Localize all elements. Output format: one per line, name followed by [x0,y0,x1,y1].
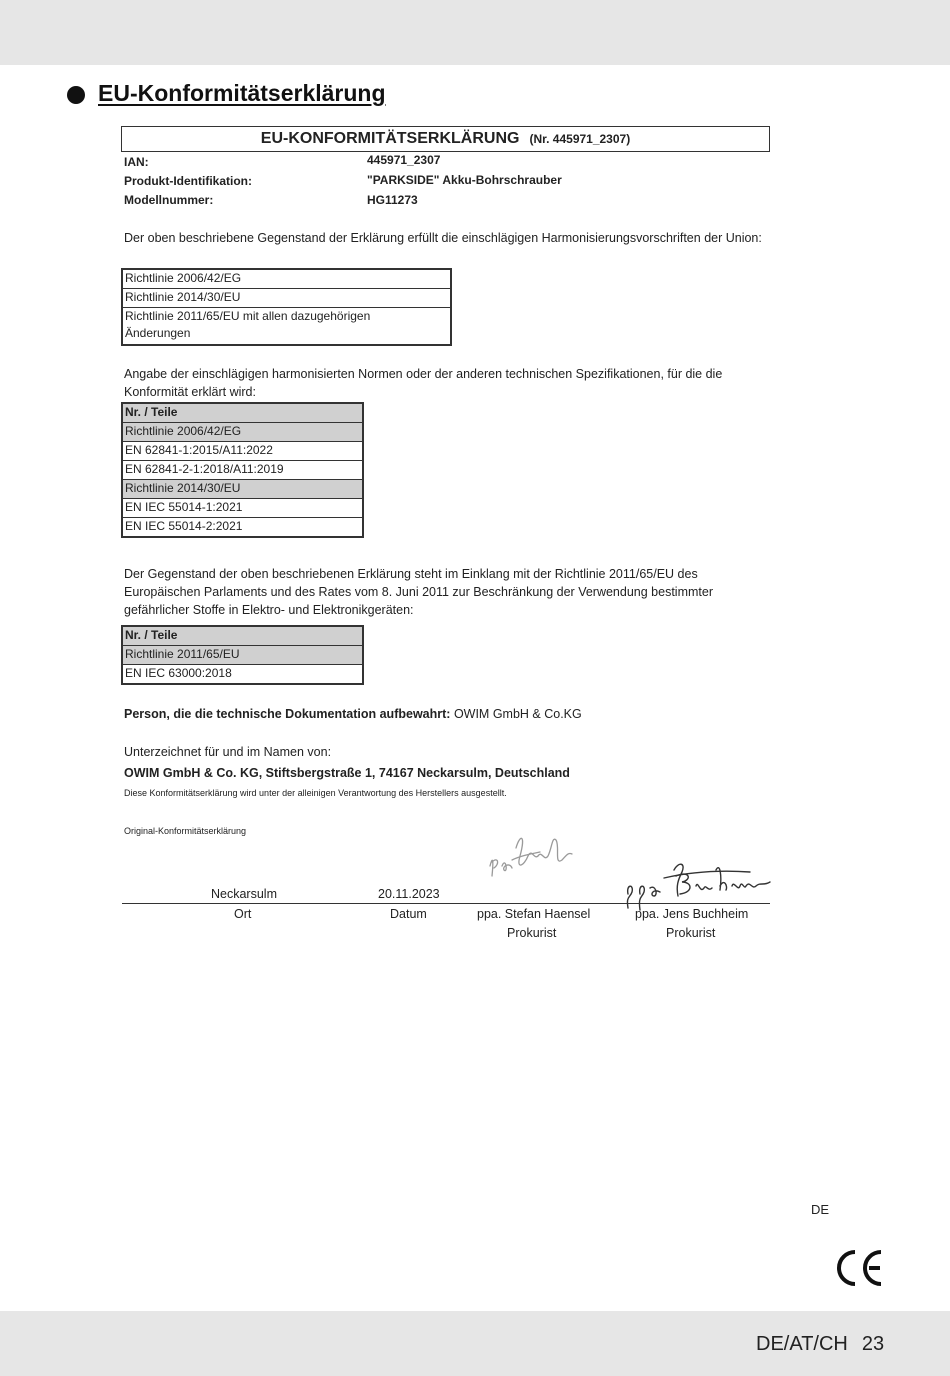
model-value: HG11273 [367,193,418,207]
signer2-name: ppa. Jens Buchheim [635,907,749,921]
date-value: 20.11.2023 [378,887,440,901]
table-row [122,289,451,308]
signed-for-text: Unterzeichnet für und im Namen von: [124,745,332,759]
table-row [122,461,363,480]
directive-cell [122,308,451,346]
rohs-text-line-3: gefährlicher Stoffe in Elektro- und Elektronikgeräten: [124,603,414,617]
table-cell: EN IEC 55014-2:2021 [122,518,363,538]
declaration-title: EU-KONFORMITÄTSERKLÄRUNG [260,130,520,147]
table-cell: Richtlinie 2006/42/EG [122,423,363,442]
table-row [122,308,451,346]
directive-cell: Richtlinie 2014/30/EU [122,289,451,308]
directive-line: Änderungen [125,326,191,340]
table-row [122,646,363,665]
table-row [122,480,363,499]
model-label: Modellnummer: [124,193,214,207]
footer-countries: DE/AT/CH [756,1333,848,1355]
ian-value: 445971_2307 [367,153,441,167]
place-value: Neckarsulm [211,887,277,901]
original-note: Original-Konformitätserklärung [124,826,247,836]
directive-line: Richtlinie 2011/65/EU mit allen dazugehörigen [125,309,371,323]
table-cell: EN 62841-2-1:2018/A11:2019 [122,461,363,480]
standards-intro-line-1: Angabe der einschlägigen harmonisierten Normen oder der anderen technischen Spezifikationen, für die die [124,367,723,381]
language-tag: DE [811,1202,830,1217]
directives-table [121,268,452,346]
table-row [122,442,363,461]
bullet-icon [67,86,85,104]
table-row [122,626,363,646]
signer1-name: ppa. Stefan Haensel [477,907,591,921]
table-cell: EN 62841-1:2015/A11:2022 [122,442,363,461]
documentation-line [124,705,582,723]
company-address: OWIM GmbH & Co. KG, Stiftsbergstraße 1, 74167 Neckarsulm, Deutschland [124,766,570,780]
date-label: Datum [390,907,427,921]
responsibility-note: Diese Konformitätserklärung wird unter der alleinigen Verantwortung des Herstellers ausgestellt. [124,788,507,798]
table-cell: Nr. / Teile [122,626,363,646]
table-cell: EN IEC 55014-1:2021 [122,499,363,518]
directive-cell: Richtlinie 2006/42/EG [122,269,451,289]
table-cell: Nr. / Teile [122,403,363,423]
declaration-title-box [121,126,770,152]
footer [756,1333,884,1356]
ce-mark-icon [835,1248,887,1288]
product-label: Produkt-Identifikation: [124,174,252,188]
product-value: "PARKSIDE" Akku-Bohrschrauber [367,173,562,187]
page-number: 23 [861,1333,885,1355]
signer1-role: Prokurist [507,926,557,940]
table-cell: EN IEC 63000:2018 [122,665,363,685]
table-row [122,403,363,423]
table-cell: Richtlinie 2011/65/EU [122,646,363,665]
place-label: Ort [234,907,252,921]
declaration-number: (Nr. 445971_2307) [529,132,631,146]
signer2-role: Prokurist [666,926,716,940]
table-row [122,423,363,442]
intro-text: Der oben beschriebene Gegenstand der Erklärung erfüllt die einschlägigen Harmonisierungsvorschriften der Union: [124,231,762,245]
page-heading: EU-Konformitätserklärung [98,80,386,106]
rohs-text-line-2: Europäischen Parlaments und des Rates vom 8. Juni 2011 zur Beschränkung der Verwendung bestimmter [124,585,713,599]
table-cell: Richtlinie 2014/30/EU [122,480,363,499]
ian-label: IAN: [124,155,149,169]
signature-haensel [480,826,580,892]
top-band [0,0,950,65]
rohs-table [121,625,364,685]
standards-table [121,402,364,538]
documentation-value: OWIM GmbH & Co.KG [453,707,582,721]
table-row [122,499,363,518]
table-row [122,518,363,538]
rohs-text-line-1: Der Gegenstand der oben beschriebenen Erklärung steht im Einklang mit der Richtlinie 2011/65/EU des [124,567,698,581]
standards-intro-line-2: Konformität erklärt wird: [124,385,256,399]
documentation-label: Person, die die technische Dokumentation aufbewahrt: [124,707,451,721]
table-row [122,269,451,289]
table-row [122,665,363,685]
signature-line [122,903,770,904]
